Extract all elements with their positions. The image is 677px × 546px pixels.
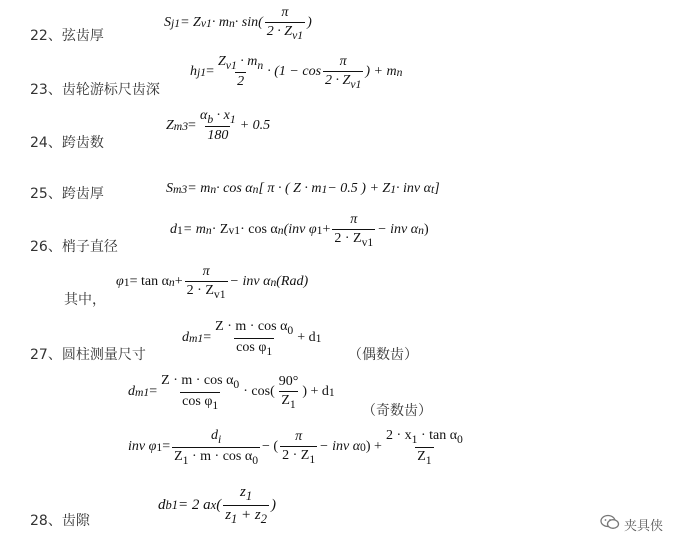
item-24-label: 24、跨齿数 (30, 135, 104, 151)
item-22-label: 22、弦齿厚 (30, 28, 104, 44)
item-25-label: 25、跨齿厚 (30, 186, 104, 202)
formula-27-even: d m1 = $\frac{Z \cdot m \cdot \cos \alpha_0}{\cos \varphi_1}$ + d 1 (182, 318, 322, 358)
watermark-text: 夹具侠 (623, 518, 663, 534)
even-teeth-note: （偶数齿） (348, 347, 418, 363)
formula-22-fraction: $\frac{\pi}{2 \cdot Z_{v1}}$ (266, 4, 304, 42)
formula-23: h j1 = $\frac{Z_{v1} \cdot m_n}{2}$ · (1 − cos $\frac{\pi}{2 \cdot Z_{v1}}$ ) + m n (190, 53, 403, 91)
formula-28: d b1 = 2 a x ( $\frac{z_1}{z_1 + z_2}$ ) (158, 483, 276, 526)
formula-26: d 1 = m n · Z v1 · cos α n (inv φ 1 + $\frac{\pi}{2 \cdot Z_{v1}}$ − inv α n ) (170, 211, 429, 249)
wechat-icon (600, 514, 620, 534)
item-26-label: 26、梢子直径 (30, 239, 118, 255)
formula-22: S j1 = Z v1 · m n · sin( $\frac{\pi}{2 \cdot Z_{v1}}$ ) (164, 4, 312, 42)
item-27-label: 27、圆柱测量尺寸 (30, 347, 146, 363)
formula-27-inv: inv φ 1 = $\frac{d_i}{Z_1 \cdot m \cdot \cos \alpha_0}$ − ( $\frac{\pi}{2 \cdot Z_1}$ − inv α 0 ) + $\frac{2 \cdot x_1 \cdot \tan \alpha_0}{Z_1}$ (128, 427, 463, 467)
formula-24: Z m3 = $\frac{\alpha_b \cdot x_1}{180}$ + 0.5 (166, 107, 271, 144)
watermark (600, 514, 663, 534)
item-28-label: 28、齿隙 (30, 513, 90, 529)
formula-26-phi: φ 1 = tan α n + $\frac{\pi}{2 \cdot Z_{v1}}$ − inv α n (Rad) (116, 263, 309, 301)
odd-teeth-note: （奇数齿） (362, 403, 432, 419)
formula-25: S m3 = m n · cos α n [ π · ( Z · m 1 − 0.5 ) + Z 1 · inv α t ] (166, 181, 440, 196)
formula-27-odd: d m1 = $\frac{Z \cdot m \cdot \cos \alpha_0}{\cos \varphi_1}$ · cos( $\frac{90^\circ}{Z_1}$ ) + d 1 (128, 372, 335, 412)
item-23-label: 23、齿轮游标尺齿深 (30, 82, 160, 98)
note-label: 其中， (64, 292, 106, 308)
